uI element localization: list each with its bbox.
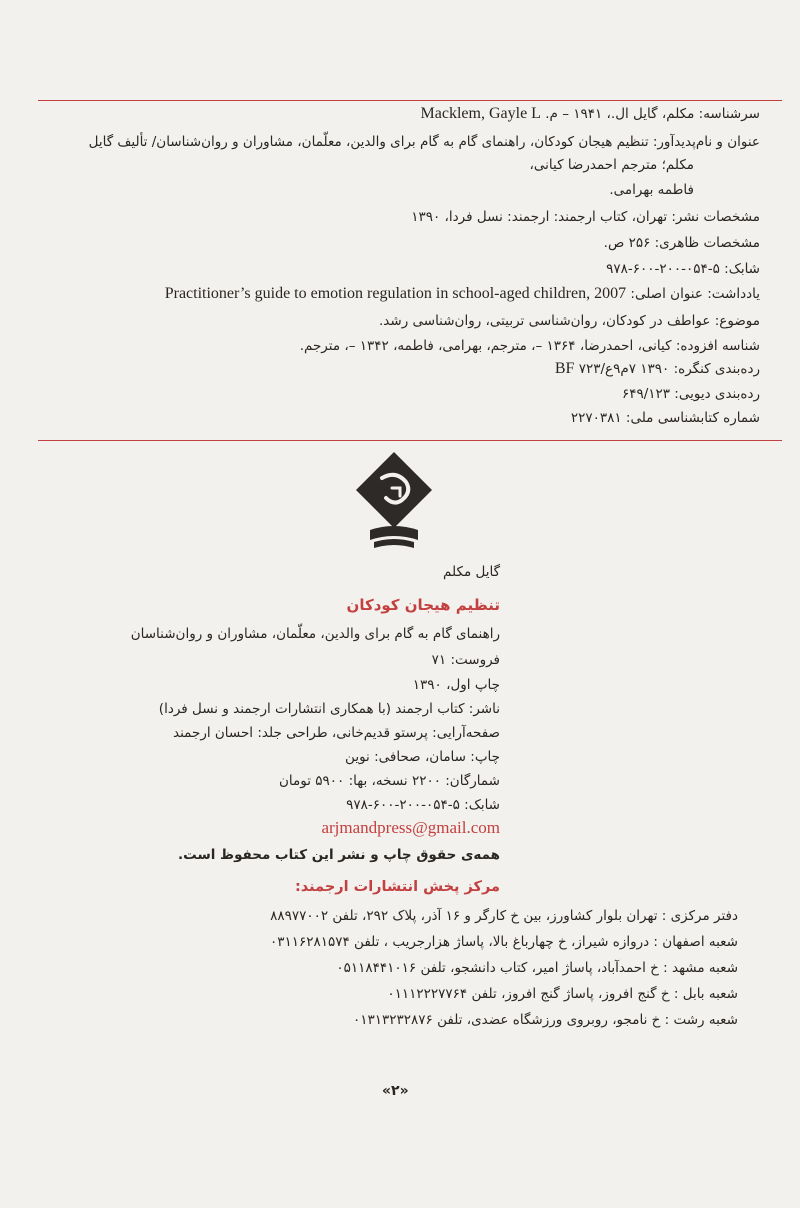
branch-item-rasht: شعبه رشت : خ نامجو، روبروی ورزشگاه عضدی، تلفن ۰۱۳۱۳۲۳۲۸۷۶	[353, 1012, 738, 1028]
branch-item-tehran: دفتر مرکزی : تهران بلوار کشاورز، بین خ کارگر و ۱۶ آذر، پلاک ۲۹۲، تلفن ۸۸۹۷۷۰۰۲	[270, 908, 738, 924]
catalog-title-line-1: عنوان و نام‌پدیدآور: تنظیم هیجان کودکان، راهنمای گام به گام برای والدین، معلّمان، مشاوران و روان‌شناسان/ تألیف گایل	[88, 134, 760, 150]
catalog-heading: سرشناسه: مکلم، گایل ال.، ۱۹۴۱ – م.	[545, 106, 760, 122]
catalog-subject: موضوع: عواطف در کودکان، روان‌شناسی تربیتی، روان‌شناسی رشد.	[379, 313, 760, 329]
catalog-physical: مشخصات ظاهری: ۲۵۶ ص.	[603, 235, 760, 251]
publisher-email-link[interactable]: arjmandpress@gmail.com	[321, 818, 500, 837]
catalog-lc-latin: BF	[554, 360, 575, 377]
catalog-note-original-title: Practitioner’s guide to emotion regulation in school-aged children, 2007	[164, 285, 627, 302]
branch-item-isfahan: شعبه اصفهان : دروازه شیراز، خ چهارباغ بالا، پاساژ هزارجریب ، تلفن ۰۳۱۱۶۲۸۱۵۷۴	[269, 934, 738, 950]
catalog-isbn: شابک: ۵-۰۵۴-۲۰۰-۶۰۰-۹۷۸	[606, 261, 760, 277]
imprint-print: چاپ: سامان، صحافی: نوین	[345, 749, 500, 765]
catalog-note-line	[165, 284, 760, 304]
catalog-note-label: یادداشت: عنوان اصلی:	[630, 286, 760, 302]
imprint-rights: همه‌ی حقوق چاپ و نشر این کتاب محفوظ است.	[178, 847, 500, 863]
catalog-publication: مشخصات نشر: تهران، کتاب ارجمند: ارجمند: نسل فردا، ۱۳۹۰	[411, 209, 760, 225]
imprint-publisher: ناشر: کتاب ارجمند (با همکاری انتشارات ارجمند و نسل فردا)	[158, 701, 500, 717]
imprint-layout-design: صفحه‌آرایی: پرستو قدیم‌خانی، طراحی جلد: احسان ارجمند	[173, 725, 500, 741]
imprint-subtitle: راهنمای گام به گام برای والدین، معلّمان، مشاوران و روان‌شناسان	[130, 626, 500, 642]
catalog-lc-class-line	[555, 359, 760, 379]
distribution-heading: مرکز پخش انتشارات ارجمند:	[295, 879, 500, 895]
imprint-title: تنظیم هیجان کودکان	[346, 596, 500, 614]
catalog-title-line-3: فاطمه بهرامی.	[609, 182, 694, 198]
catalog-dewey: رده‌بندی دیویی: ۶۴۹/۱۲۳	[621, 386, 760, 402]
page-number: «۲»	[382, 1083, 409, 1099]
catalog-heading-latin: Macklem, Gayle L	[420, 105, 541, 122]
imprint-isbn: شابک: ۵-۰۵۴-۲۰۰-۶۰۰-۹۷۸	[346, 797, 500, 813]
top-divider	[38, 100, 782, 101]
branch-item-babol: شعبه بابل : خ گنج افروز، پاساژ گنج افروز، تلفن ۰۱۱۱۲۲۲۷۷۶۴	[387, 986, 738, 1002]
publisher-logo-icon	[352, 448, 436, 558]
branch-item-mashhad: شعبه مشهد : خ احمدآباد، پاساژ امیر، کتاب دانشجو، تلفن ۰۵۱۱۸۴۴۱۰۱۶	[336, 960, 738, 976]
imprint-edition: چاپ اول، ۱۳۹۰	[412, 677, 500, 693]
imprint-author: گایل مکلم	[443, 564, 500, 580]
catalog-heading-line	[421, 104, 760, 124]
imprint-series: فروست: ۷۱	[431, 652, 500, 668]
catalog-title-line-2: مکلم؛ مترجم احمدرضا کیانی،	[529, 157, 694, 173]
bottom-divider	[38, 440, 782, 441]
catalog-added-entry: شناسه افزوده: کیانی، احمدرضا، ۱۳۶۴ –، مترجم، بهرامی، فاطمه، ۱۳۴۲ –، مترجم.	[299, 338, 760, 354]
catalog-national-number: شماره کتابشناسی ملی: ۲۲۷۰۳۸۱	[570, 410, 760, 426]
imprint-circulation-price: شمارگان: ۲۲۰۰ نسخه، بها: ۵۹۰۰ تومان	[279, 773, 500, 789]
catalog-lc-class: رده‌بندی کنگره: ۱۳۹۰ ۷م۹ع/۷۲۳	[578, 361, 760, 377]
